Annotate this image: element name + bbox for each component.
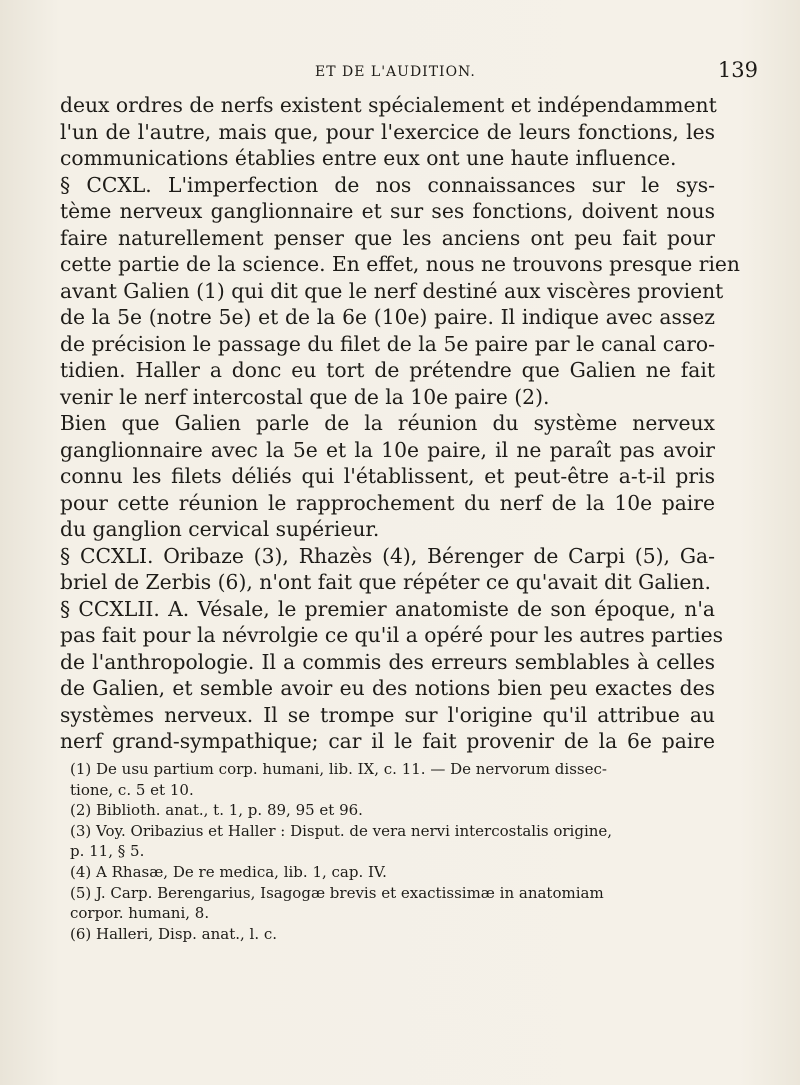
text-line: avant Galien (1) qui dit que le nerf destiné aux viscères provient	[60, 278, 724, 303]
text-line: Bien que Galien parle de la réunion du système nerveux	[60, 411, 715, 435]
running-title: ET DE L'AUDITION.	[315, 64, 476, 80]
footnote-line: (6) Halleri, Disp. anat., l. c.	[70, 924, 278, 943]
footnote-line: (1) De usu partium corp. humani, lib. IX, c. 11. — De nervorum dissec-	[70, 760, 607, 778]
text-line: briel de Zerbis (6), n'ont fait que répéter ce qu'avait dit Galien.	[60, 570, 711, 594]
text-line: ganglionnaire avec la 5e et la 10e paire, il ne paraît pas avoir	[60, 437, 715, 462]
text-line: § CCXLII. A. Vésale, le premier anatomiste de son époque, n'a	[60, 596, 715, 621]
text-line: du ganglion cervical supérieur.	[60, 517, 380, 541]
text-line: faire naturellement penser que les anciens ont peu fait pour	[60, 225, 715, 250]
text-line: § CCXL. L'imperfection de nos connaissances sur le sys-	[60, 172, 715, 197]
text-line: connu les filets déliés qui l'établissent, et peut-être a-t-il pris	[60, 464, 715, 488]
footnotes	[70, 759, 715, 944]
footnote-line: p. 11, § 5.	[70, 842, 145, 861]
text-line: nerf grand-sympathique; car il le fait provenir de la 6e paire	[60, 729, 715, 753]
footnote-line: (4) A Rhasæ, De re medica, lib. 1, cap. IV.	[70, 862, 387, 881]
footnote-line: (2) Biblioth. anat., t. 1, p. 89, 95 et 96.	[70, 801, 363, 820]
text-line: de l'anthropologie. Il a commis des erreurs semblables à celles	[60, 649, 715, 674]
text-line: de Galien, et semble avoir eu des notions bien peu exactes des	[60, 676, 715, 700]
text-line: tème nerveux ganglionnaire et sur ses fonctions, doivent nous	[60, 199, 715, 223]
text-line: communications établies entre eux ont une haute influence.	[60, 146, 677, 170]
footnote-line: (3) Voy. Oribazius et Haller : Disput. de vera nervi intercostalis origine,	[70, 821, 613, 840]
text-line: § CCXLI. Oribaze (3), Rhazès (4), Bérenger de Carpi (5), Ga-	[60, 543, 715, 568]
text-line: de la 5e (notre 5e) et de la 6e (10e) paire. Il indique avec assez	[60, 305, 715, 329]
page-number: 139	[717, 58, 758, 82]
text-line: cette partie de la science. En effet, nous ne trouvons presque rien	[60, 252, 740, 276]
footnote-line: tione, c. 5 et 10.	[70, 780, 194, 799]
footnote-line: corpor. humani, 8.	[70, 904, 210, 923]
body-text	[60, 92, 740, 755]
page-header	[60, 58, 770, 88]
footnote-line: (5) J. Carp. Berengarius, Isagogæ brevis et exactissimæ in anatomiam	[70, 883, 604, 902]
text-line: l'un de l'autre, mais que, pour l'exercice de leurs fonctions, les	[60, 119, 715, 144]
text-line: venir le nerf intercostal que de la 10e paire (2).	[60, 384, 550, 409]
text-line: pas fait pour la névrolgie ce qu'il a opéré pour les autres parties	[60, 623, 724, 647]
text-line: de précision le passage du filet de la 5e paire par le canal caro-	[60, 331, 715, 356]
text-line: tidien. Haller a donc eu tort de prétendre que Galien ne fait	[60, 358, 715, 382]
text-line: pour cette réunion le rapprochement du nerf de la 10e paire	[60, 490, 715, 515]
text-line: deux ordres de nerfs existent spécialement et indépendamment	[60, 93, 717, 117]
text-line: systèmes nerveux. Il se trompe sur l'origine qu'il attribue au	[60, 702, 715, 727]
